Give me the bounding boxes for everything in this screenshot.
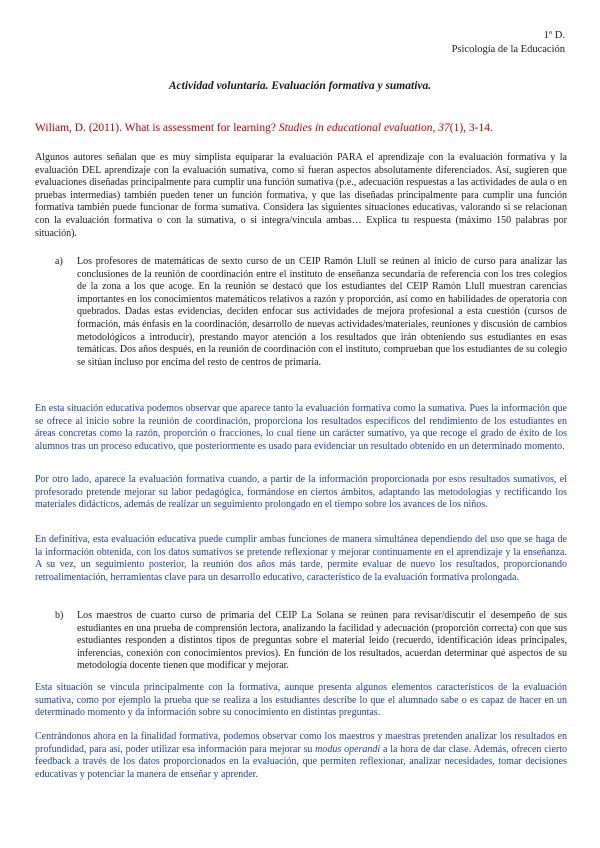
reference-suffix: (1), 3-14. [449,122,493,134]
reference-prefix: Wiliam, D. (2011). What is assessment for learning? [35,122,279,134]
reference-journal: Studies in educational evaluation, 37 [278,122,450,134]
situation-b-text: Los maestros de cuarto curso de primaria del CEIP La Solana se reúnen para revisar/discutir el desempeño de sus estudiantes en una prueba de comprensión lectora, analizando la facilidad y adecuación (proporción correcta) con que sus estudiantes responden a distintos tipos de preguntas sobre el material leído (recuerdo, identificación ideas principales, inferencias, conexión con conocimientos previos). En función de los resultados, acuerdan determinar qué aspectos de su metodología docente tienen que modificar y mejorar. [77,610,567,672]
page-header [452,29,565,57]
answer-b-paragraph-2 [35,731,567,781]
answer-a-paragraph-2: Por otro lado, aparece la evaluación formativa cuando, a partir de la información proporcionada por esos resultados sumativos, el profesorado pretende mejorar su labor pedagógica, formándose en ciertos ámbitos, adaptando las metodologías y rectificando los materiales didácticos, además de realizar un seguimiento prolongado en el tiempo sobre los avances de los niños. [35,474,567,511]
answer-b2-after: a la hora de dar clase. Además, ofrecen cierto feedback a través de los datos proporcionados en la evaluación, que permiten reflexionar, analizar necesidades, tomar decisiones educativas y potenciar la manera de enseñar y aprender. [35,743,567,780]
header-course: Psicología de la Educación [451,44,565,55]
reference-citation [35,121,570,136]
situation-b-label: b) [55,610,64,621]
intro-paragraph: Algunos autores señalan que es muy simplista equiparar la evaluación PARA el aprendizaje con la evaluación formativa y la evaluación DEL aprendizaje con la evaluación sumativa, como si fueran aspectos absolutamente diferenciados. Así, sugieren que evaluaciones diseñadas principalmente para cumplir una función sumativa (p.e., adecuación respuestas a las actividades de aula o en pruebas intermedias) también pueden tener un función formativa, y que las diseñadas principalmente para cumplir una función formativa también puede funcionar de forma sumativa. Considera las siguientes situaciones educativas, valorando si se relacionan con la evaluación formativa o con la sumativa, o si integra/vincula ambas… Explica tu respuesta (máximo 150 palabras por situación). [35,152,567,239]
situation-a-label: a) [55,256,63,267]
situation-a-text: Los profesores de matemáticas de sexto curso de un CEIP Ramón Llull se reúnen al inicio de curso para analizar las conclusiones de la reunión de coordinación entre el instituto de enseñanza secundaria de referencia con los tres colegios de la zona a los que acoge. En la reunión se destacó que los estudiantes del CEIP Ramón Llull muestran carencias importantes en los conocimientos matemáticos relativos a razón y proporción, así como en habilidades de operatoria con quebrados. Dadas estas evidencias, deciden enfocar sus actividades de mejora profesional a esta cuestión (cursos de formación, más énfasis en la coordinación, desarrollo de nuevas actividades/materiales, reuniones y discusión de cambios metodológicos a introducir), prestando mayor atención a los resultados que irán obteniendo sus estudiantes en esas temáticas. Dos años después, en la reunión de coordinación con el instituto, comprueban que los estudiantes de su colegio se sitúan incluso por encima del resto de centros de primaria. [77,256,567,368]
situation-a [35,256,567,369]
answer-b2-before: Centrándonos ahora en la finalidad formativa, podemos observar como los maestros y maestras pretenden analizar los resultados en profundidad, para así, poder utilizar esa información para mejorar su [35,731,567,755]
header-group: 1º D. [543,30,565,41]
answer-b2-italic: modus operandi [315,743,381,755]
answer-b-paragraph-1: Esta situación se vincula principalmente con la formativa, aunque presenta algunos elementos característicos de la evaluación sumativa, como por ejemplo la prueba que se realiza a los estudiantes describe lo que el alumnado sabe o es capaz de hacer en un determinado momento y da información sobre su conocimiento en distintas preguntas. [35,682,567,719]
situation-b [35,610,567,673]
answer-a-paragraph-3: En definitiva, esta evaluación educativa puede cumplir ambas funciones de manera simultánea dependiendo del uso que se haga de la información obtenida, con los datos sumativos se pretende reflexionar y mejorar continuamente en el aprendizaje y la enseñanza. A su vez, un seguimiento posterior, la reunión dos años más tarde, permite evaluar de nuevo los resultados, proporcionando retroalimentación, herramientas clave para un desarrollo educativo, característico de la evaluación formativa prolongada. [35,534,567,583]
answer-a-paragraph-1: En esta situación educativa podemos observar que aparece tanto la evaluación formativa como la sumativa. Pues la información que se ofrece al inicio sobre la reunión de coordinación, proporciona los resultados específicos del rendimiento de los estudiantes en áreas concretas como la razón, proporción o fracciones, lo cual tiene un carácter sumativo, ya que recoge el grado de éxito de los alumnos tras un proceso educativo, que posteriormente es usado para evidenciar un resultado obtenido en un determinado momento. [35,403,567,452]
document-title: Actividad voluntaria. Evaluación formativa y sumativa. [168,80,432,92]
